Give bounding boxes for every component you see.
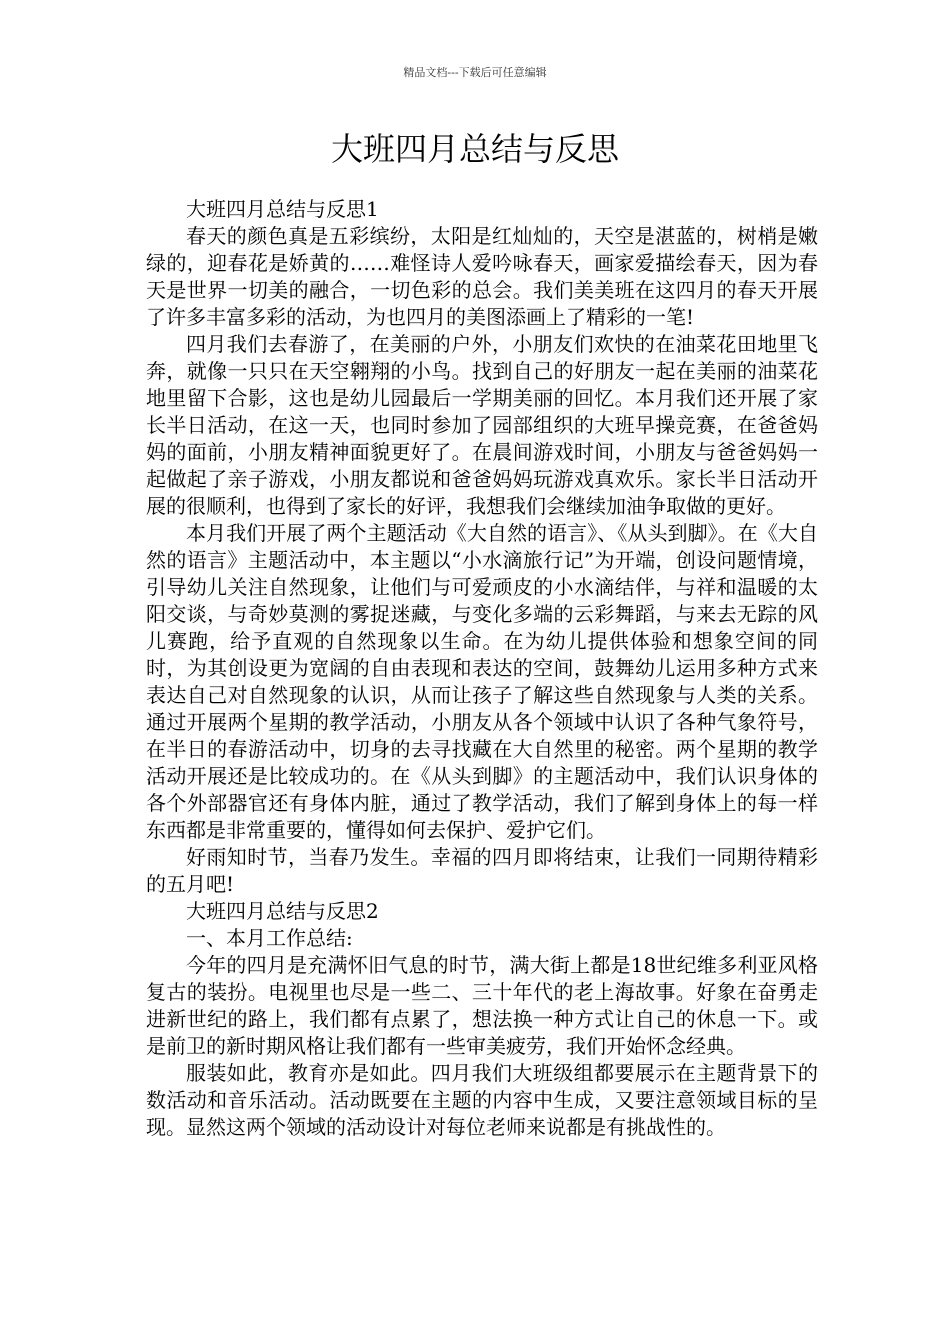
paragraph: 服装如此，教育亦是如此。四月我们大班级组都要展示在主题背景下的数活动和音乐活动。活动既要在主题的内容中生成，又要注意领域目标的呈现。显然这两个领域的活动设计对每位老师来说都是有挑战性的。 bbox=[146, 1061, 818, 1139]
page-header-watermark: 精品文档---下载后可任意编辑 bbox=[403, 66, 547, 79]
paragraph: 好雨知时节，当春乃发生。幸福的四月即将结束，让我们一同期待精彩的五月吧! bbox=[146, 845, 818, 896]
section-heading-1: 大班四月总结与反思1 bbox=[186, 197, 379, 221]
paragraph: 本月我们开展了两个主题活动《大自然的语言》、《从头到脚》。在《大自然的语言》主题活动中，本主题以“小水滴旅行记”为开端，创设问题情境，引导幼儿关注自然现象，让他们与可爱顽皮的小水滴结伴，与祥和温暖的太阳交谈，与奇妙莫测的雾捉迷藏，与变化多端的云彩舞蹈，与来去无踪的风儿赛跑，给予直观的自然现象以生命。在为幼儿提供体验和想象空间的同时，为其创设更为宽阔的自由表现和表达的空间，鼓舞幼儿运用多种方式来表达自己对自然现象的认识，从而让孩子了解这些自然现象与人类的关系。通过开展两个星期的教学活动，小朋友从各个领域中认识了各种气象符号，在半日的春游活动中，切身的去寻找藏在大自然里的秘密。两个星期的教学活动开展还是比较成功的。在《从头到脚》的主题活动中，我们认识身体的各个外部器官还有身体内脏，通过了教学活动，我们了解到身体上的每一样东西都是非常重要的，懂得如何去保护、爱护它们。 bbox=[146, 521, 818, 842]
paragraph: 四月我们去春游了，在美丽的户外，小朋友们欢快的在油菜花田地里飞奔，就像一只只在天空翱翔的小鸟。找到自己的好朋友一起在美丽的油菜花地里留下合影，这也是幼儿园最后一学期美丽的回忆。本月我们还开展了家长半日活动，在这一天，也同时参加了园部组织的大班早操竞赛，在爸爸妈妈的面前，小朋友精神面貌更好了。在晨间游戏时间，小朋友与爸爸妈妈一起做起了亲子游戏，小朋友都说和爸爸妈妈玩游戏真欢乐。家长半日活动开展的很顺利，也得到了家长的好评，我想我们会继续加油争取做的更好。 bbox=[146, 332, 818, 518]
paragraph: 今年的四月是充满怀旧气息的时节，满大街上都是18世纪维多利亚风格复古的装扮。电视里也尽是一些二、三十年代的老上海故事。好象在奋勇走进新世纪的路上，我们都有点累了，想法换一种方式让自己的休息一下。或是前卫的新时期风格让我们都有一些审美疲劳，我们开始怀念经典。 bbox=[146, 953, 818, 1058]
section-heading-2: 大班四月总结与反思2 bbox=[186, 899, 379, 923]
document-body bbox=[146, 196, 818, 1141]
document-title: 大班四月总结与反思 bbox=[330, 130, 619, 168]
subsection-heading: 一、本月工作总结: bbox=[186, 926, 353, 950]
paragraph: 春天的颜色真是五彩缤纷，太阳是红灿灿的，天空是湛蓝的，树梢是嫩绿的，迎春花是娇黄的……难怪诗人爱吟咏春天，画家爱描绘春天，因为春天是世界一切美的融合，一切色彩的总会。我们美美班在这四月的春天开展了许多丰富多彩的活动，为也四月的美图添画上了精彩的一笔! bbox=[146, 224, 818, 329]
